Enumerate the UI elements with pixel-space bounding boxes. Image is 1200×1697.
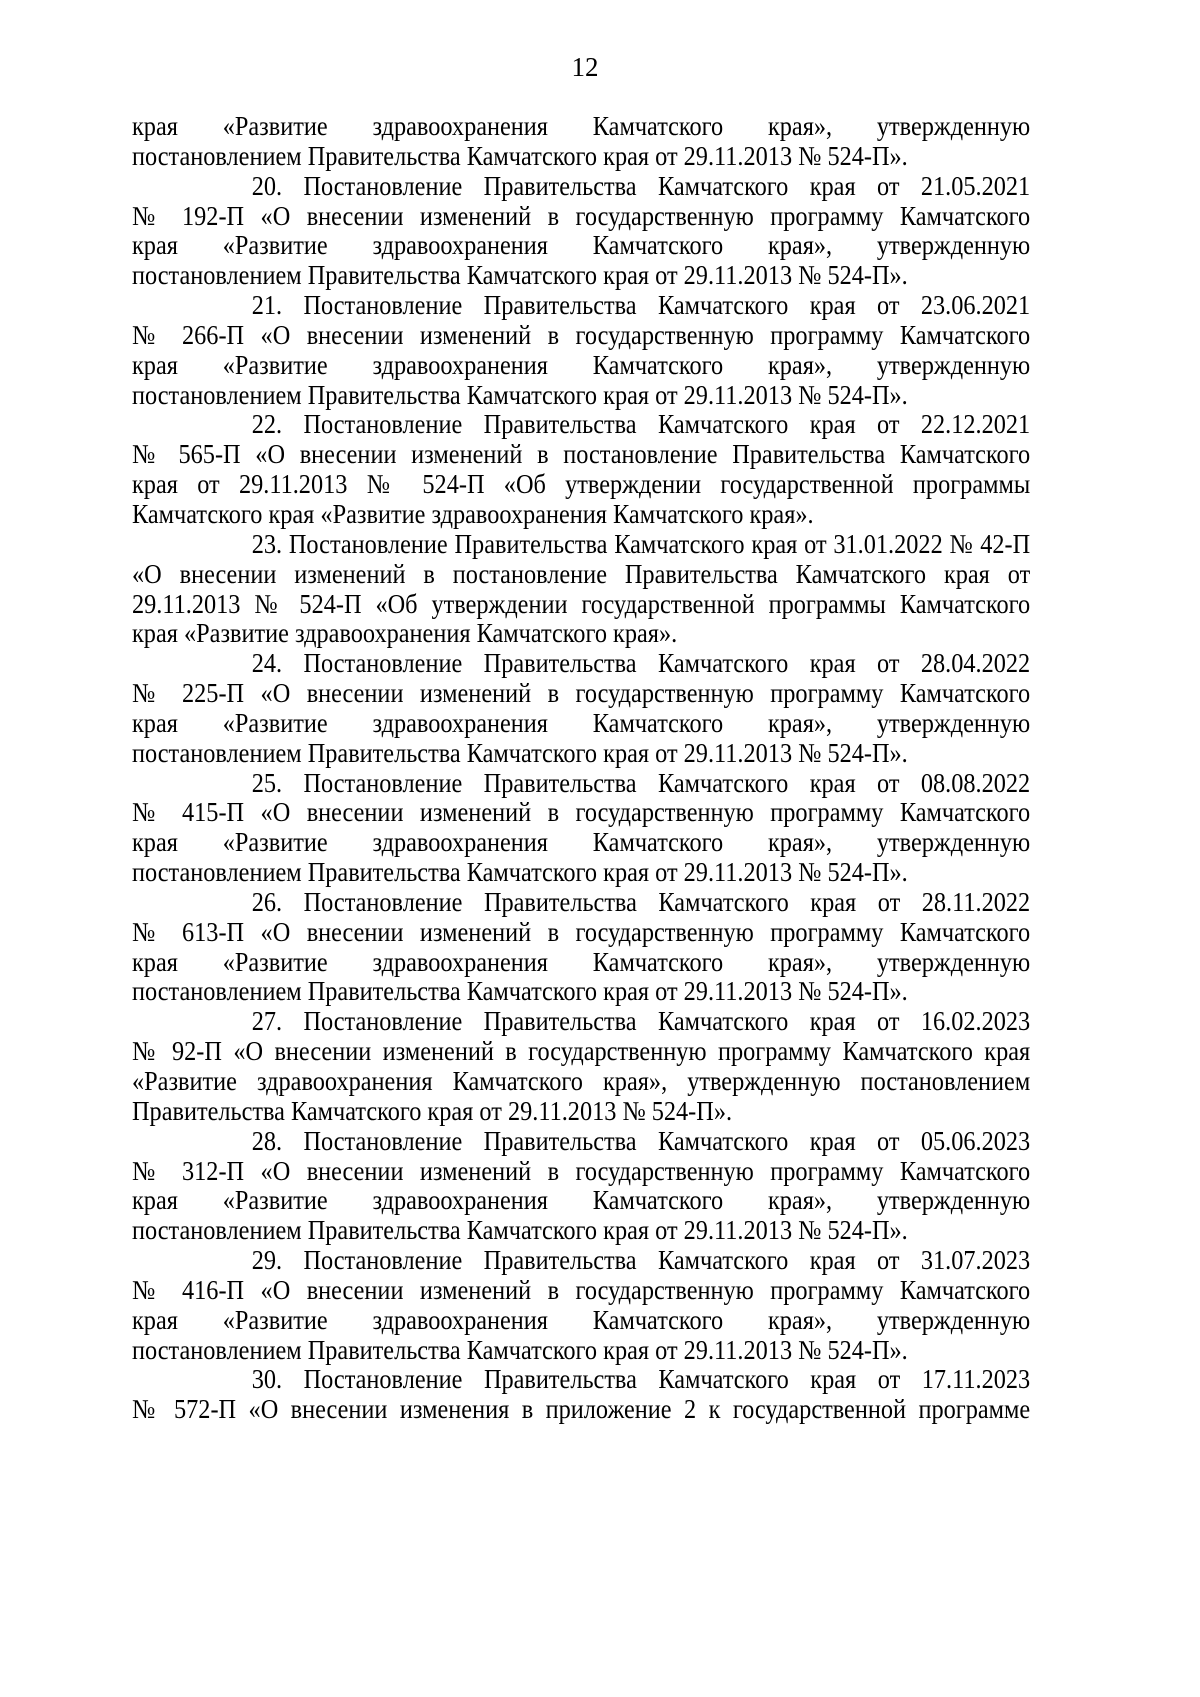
text-line: края «Развитие здравоохранения Камчатского края», утвержденную xyxy=(132,946,1031,977)
text-line: постановлением Правительства Камчатского края от 29.11.2013 № 524-П». xyxy=(132,1215,908,1246)
page-number: 12 xyxy=(571,52,599,82)
text-line: 20. Постановление Правительства Камчатского края от 21.05.2021 xyxy=(251,170,1031,201)
list-item xyxy=(132,291,1030,410)
text-line: 22. Постановление Правительства Камчатского края от 22.12.2021 xyxy=(251,409,1031,440)
text-line: 29. Постановление Правительства Камчатского края от 31.07.2023 xyxy=(251,1245,1031,1276)
list-item xyxy=(132,1365,1030,1425)
text-line: края «Развитие здравоохранения Камчатского края», утвержденную xyxy=(132,111,1031,141)
text-line: 25. Постановление Правительства Камчатского края от 08.08.2022 xyxy=(251,767,1031,798)
list-item xyxy=(132,410,1030,529)
text-line: № 613-П «О внесении изменений в государственную программу Камчатского xyxy=(132,916,1031,947)
text-line: № 266-П «О внесении изменений в государственную программу Камчатского xyxy=(132,319,1031,350)
text-line: № 92-П «О внесении изменений в государственную программу Камчатского края xyxy=(132,1036,1031,1067)
text-line: постановлением Правительства Камчатского края от 29.11.2013 № 524-П». xyxy=(132,737,908,768)
list-item xyxy=(132,649,1030,768)
text-line: Камчатского края «Развитие здравоохранения Камчатского края». xyxy=(132,498,814,529)
text-line: постановлением Правительства Камчатского края от 29.11.2013 № 524-П». xyxy=(132,140,908,171)
text-line: № 415-П «О внесении изменений в государственную программу Камчатского xyxy=(132,797,1031,828)
list-item xyxy=(132,1127,1030,1246)
list-item xyxy=(132,769,1030,888)
text-line: «Развитие здравоохранения Камчатского края», утвержденную постановлением xyxy=(132,1066,1031,1096)
text-line: края «Развитие здравоохранения Камчатского края», утвержденную xyxy=(132,707,1031,738)
paragraph-continuation xyxy=(132,112,1030,172)
text-line: края от 29.11.2013 № 524-П «Об утверждении государственной программы xyxy=(132,469,1031,500)
text-line: № 572-П «О внесении изменения в приложение 2 к государственной программе xyxy=(132,1394,1031,1425)
text-line: № 192-П «О внесении изменений в государственную программу Камчатского xyxy=(132,200,1031,231)
text-line: 21. Постановление Правительства Камчатского края от 23.06.2021 xyxy=(251,290,1031,321)
text-line: № 312-П «О внесении изменений в государственную программу Камчатского xyxy=(132,1155,1031,1186)
text-line: 29.11.2013 № 524-П «Об утверждении государственной программы Камчатского xyxy=(132,588,1031,619)
text-line: № 416-П «О внесении изменений в государственную программу Камчатского xyxy=(132,1274,1031,1305)
text-line: постановлением Правительства Камчатского края от 29.11.2013 № 524-П». xyxy=(132,1334,908,1365)
text-line: края «Развитие здравоохранения Камчатского края», утвержденную xyxy=(132,1304,1031,1335)
text-line: 23. Постановление Правительства Камчатского края от 31.01.2022 № 42-П xyxy=(251,528,1031,559)
text-line: № 225-П «О внесении изменений в государственную программу Камчатского xyxy=(132,678,1031,709)
text-line: края «Развитие здравоохранения Камчатского края», утвержденную xyxy=(132,349,1031,380)
text-line: края «Развитие здравоохранения Камчатского края», утвержденную xyxy=(132,230,1031,261)
text-line: 24. Постановление Правительства Камчатского края от 28.04.2022 xyxy=(251,648,1031,679)
document-body xyxy=(132,112,1030,1425)
text-line: Правительства Камчатского края от 29.11.2013 № 524-П». xyxy=(132,1095,733,1126)
text-line: края «Развитие здравоохранения Камчатского края». xyxy=(132,618,678,649)
text-line: 26. Постановление Правительства Камчатского края от 28.11.2022 xyxy=(251,886,1031,917)
text-line: постановлением Правительства Камчатского края от 29.11.2013 № 524-П». xyxy=(132,857,908,888)
text-line: края «Развитие здравоохранения Камчатского края», утвержденную xyxy=(132,827,1031,858)
list-item xyxy=(132,172,1030,291)
text-line: постановлением Правительства Камчатского края от 29.11.2013 № 524-П». xyxy=(132,976,908,1007)
text-line: 28. Постановление Правительства Камчатского края от 05.06.2023 xyxy=(251,1125,1031,1156)
list-item xyxy=(132,1246,1030,1365)
list-item xyxy=(132,1007,1030,1126)
text-line: постановлением Правительства Камчатского края от 29.11.2013 № 524-П». xyxy=(132,260,908,291)
text-line: постановлением Правительства Камчатского края от 29.11.2013 № 524-П». xyxy=(132,379,908,410)
list-item xyxy=(132,888,1030,1007)
text-line: № 565-П «О внесении изменений в постановление Правительства Камчатского xyxy=(132,439,1031,470)
text-line: 30. Постановление Правительства Камчатского края от 17.11.2023 xyxy=(251,1364,1031,1395)
text-line: «О внесении изменений в постановление Правительства Камчатского края от xyxy=(132,558,1031,589)
text-line: 27. Постановление Правительства Камчатского края от 16.02.2023 xyxy=(251,1006,1031,1037)
text-line: края «Развитие здравоохранения Камчатского края», утвержденную xyxy=(132,1185,1031,1216)
list-item xyxy=(132,530,1030,649)
